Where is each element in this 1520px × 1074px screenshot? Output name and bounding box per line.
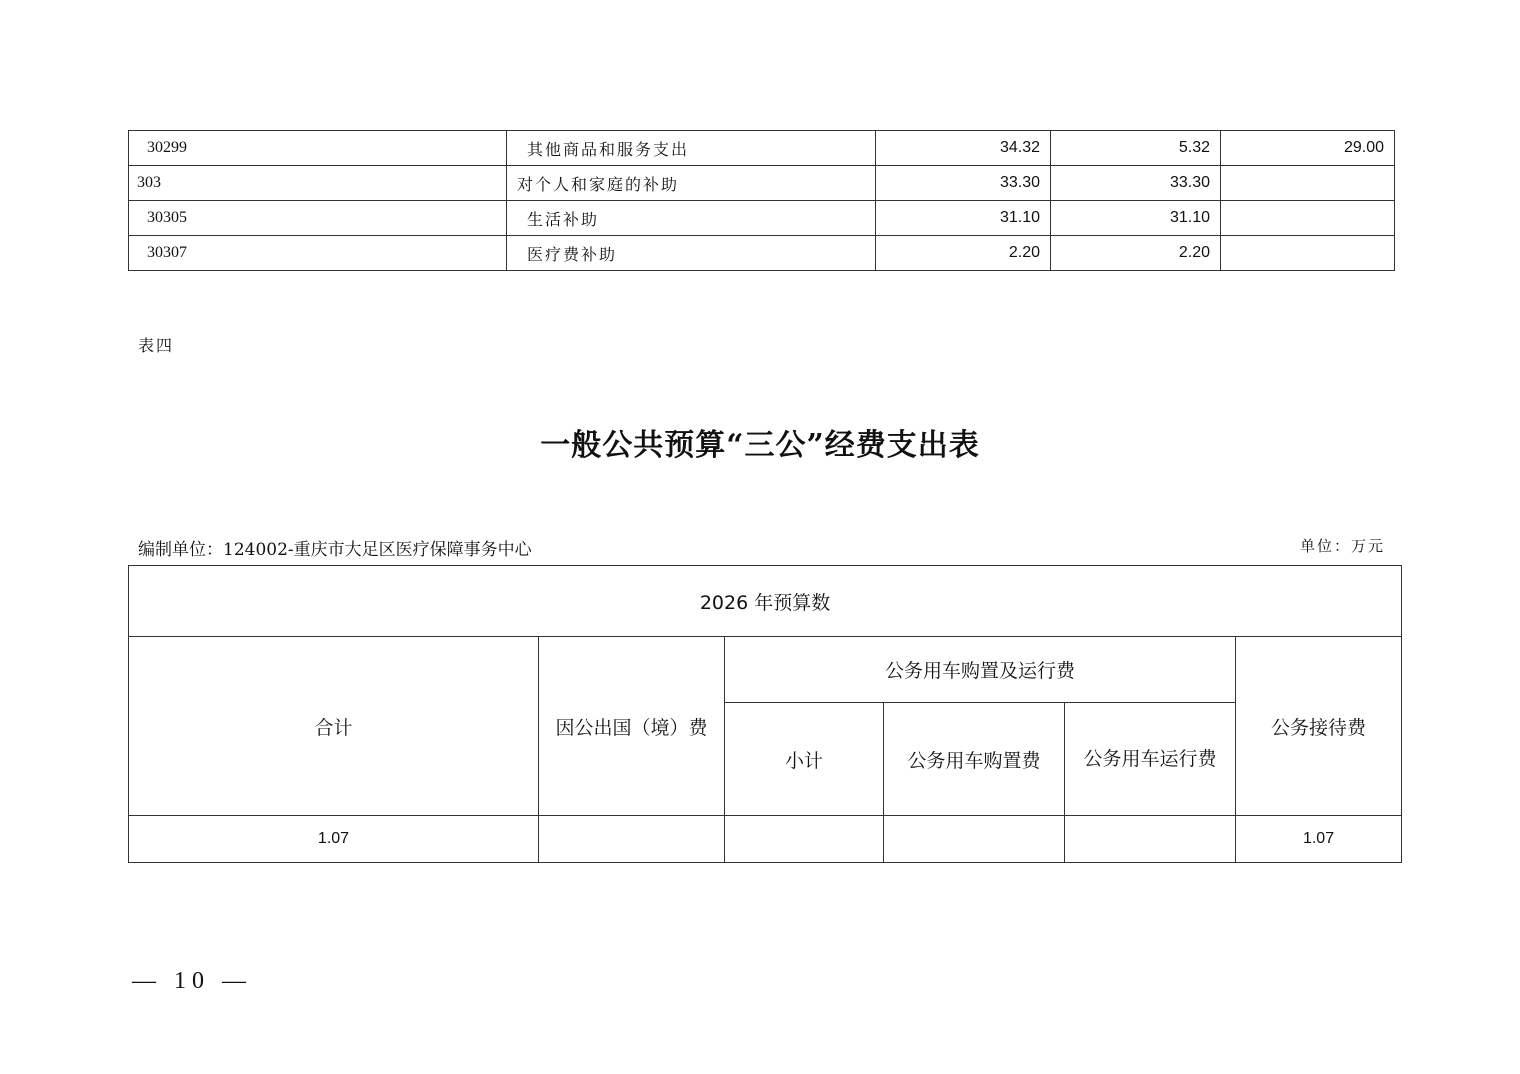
total-value: 2.20 (876, 236, 1051, 271)
table-row (129, 201, 1395, 236)
economic-name: 医疗费补助 (507, 236, 876, 271)
economic-code: 30305 (129, 201, 507, 236)
economic-name: 对个人和家庭的补助 (507, 166, 876, 201)
total-value: 33.30 (876, 166, 1051, 201)
abroad-header: 因公出国（境）费 (539, 637, 725, 816)
project-value (1221, 236, 1395, 271)
purchase-header: 公务用车购置费 (884, 703, 1065, 816)
table-row (129, 131, 1395, 166)
total-header: 合计 (129, 637, 539, 816)
economic-code: 30307 (129, 236, 507, 271)
reception-value: 1.07 (1236, 816, 1402, 863)
operation-header: 公务用车运行费 (1065, 703, 1236, 816)
basic-value: 2.20 (1051, 236, 1221, 271)
purchase-value (884, 816, 1065, 863)
abroad-value (539, 816, 725, 863)
economic-code: 30299 (129, 131, 507, 166)
reception-header: 公务接待费 (1236, 637, 1402, 816)
project-value: 29.00 (1221, 131, 1395, 166)
subtotal-value (725, 816, 884, 863)
year-header: 2026 年预算数 (129, 566, 1402, 637)
economic-code: 303 (129, 166, 507, 201)
sangong-expense-table (128, 565, 1402, 863)
header-row (129, 637, 1402, 703)
project-value (1221, 201, 1395, 236)
table-row (129, 236, 1395, 271)
table-row (129, 166, 1395, 201)
total-value: 1.07 (129, 816, 539, 863)
operation-value (1065, 816, 1236, 863)
page-title: 一般公共预算“三公”经费支出表 (540, 428, 980, 463)
project-value (1221, 166, 1395, 201)
compiling-unit: 编制单位：124002-重庆市大足区医疗保障事务中心 (138, 540, 532, 560)
header-row (129, 566, 1402, 637)
total-value: 31.10 (876, 201, 1051, 236)
page-number: — 10 — (132, 968, 252, 994)
table-label: 表四 (138, 336, 175, 355)
currency-unit: 单位：万元 (1300, 537, 1386, 555)
table-row (129, 816, 1402, 863)
expense-detail-table (128, 130, 1395, 271)
vehicle-group-header: 公务用车购置及运行费 (725, 637, 1236, 703)
basic-value: 5.32 (1051, 131, 1221, 166)
subtotal-header: 小计 (725, 703, 884, 816)
economic-name: 其他商品和服务支出 (507, 131, 876, 166)
basic-value: 31.10 (1051, 201, 1221, 236)
total-value: 34.32 (876, 131, 1051, 166)
basic-value: 33.30 (1051, 166, 1221, 201)
economic-name: 生活补助 (507, 201, 876, 236)
